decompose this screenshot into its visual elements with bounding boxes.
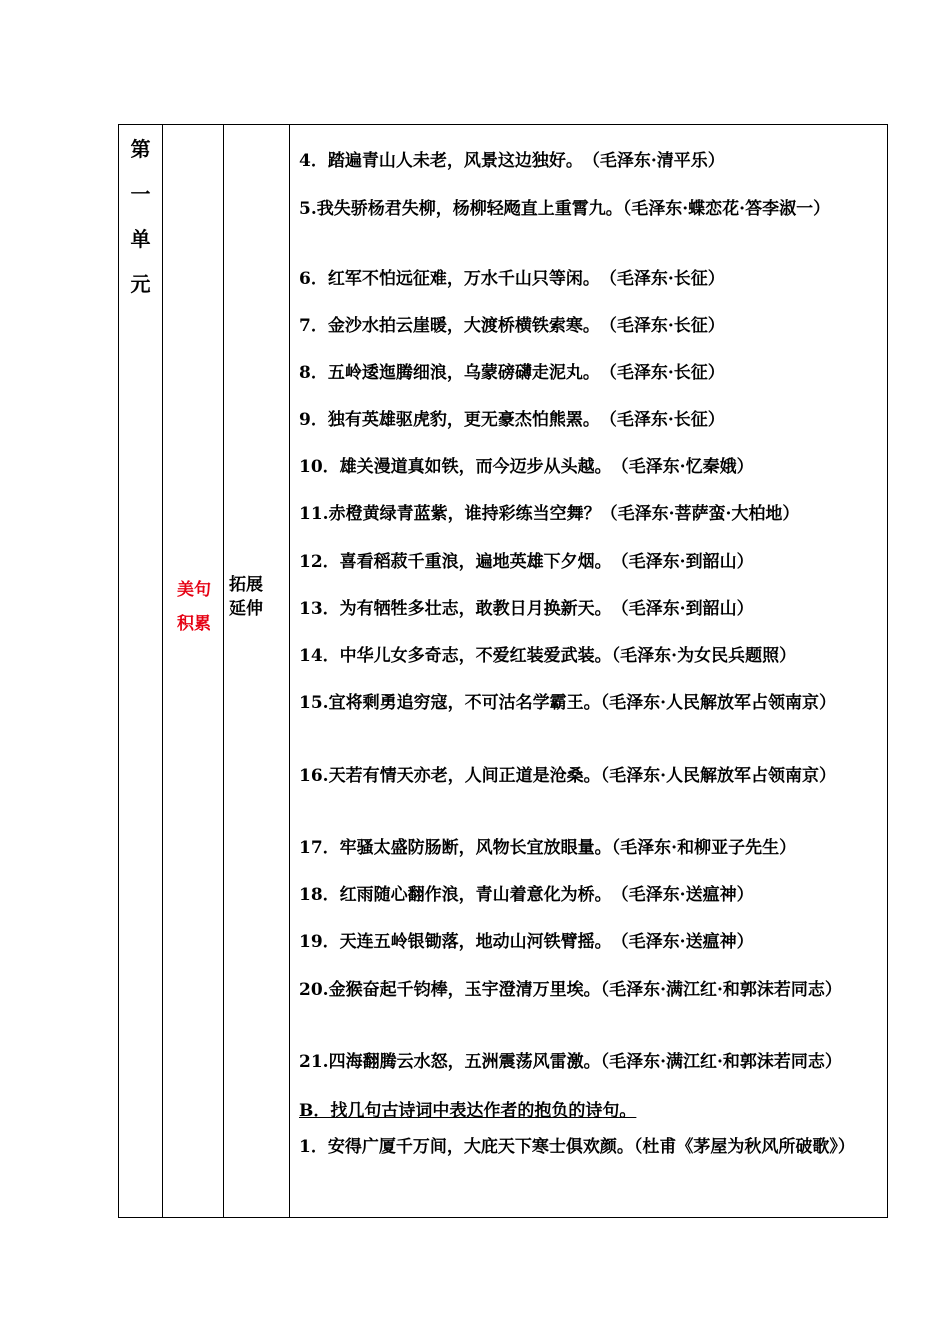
verse-item: 9．独有英雄驱虎豹，更无豪杰怕熊罴。 （毛泽东·长征） [299, 410, 725, 430]
unit-title-char: 元 [130, 272, 151, 296]
column-divider [289, 125, 290, 1217]
subcategory-label-line: 拓展 [229, 575, 263, 595]
verse-item: 11.赤橙黄绿青蓝紫，谁持彩练当空舞？（毛泽东·菩萨蛮·大柏地） [299, 504, 800, 524]
verse-item: 1．安得广厦千万间，大庇天下寒士俱欢颜。（杜甫《茅屋为秋风所破歌》） [299, 1137, 855, 1157]
content-table [118, 124, 888, 1218]
verse-item: 14．中华儿女多奇志，不爱红装爱武装。（毛泽东·为女民兵题照） [299, 646, 797, 666]
column-divider [223, 125, 224, 1217]
verse-item: 15.宜将剩勇追穷寇，不可沽名学霸王。（毛泽东·人民解放军占领南京） [299, 693, 836, 713]
section-b-heading: B．找几句古诗词中表达作者的抱负的诗句。 [299, 1101, 637, 1121]
verse-item: 8．五岭逶迤腾细浪，乌蒙磅礴走泥丸。 （毛泽东·长征） [299, 363, 725, 383]
category-label-line: 积累 [177, 614, 211, 634]
subcategory-label [229, 573, 285, 621]
verse-item: 19．天连五岭银锄落，地动山河铁臂摇。 （毛泽东·送瘟神） [299, 932, 754, 952]
verse-item: 10．雄关漫道真如铁，而今迈步从头越。 （毛泽东·忆秦娥） [299, 457, 754, 477]
verse-item: 5.我失骄杨君失柳，杨柳轻飏直上重霄九。（毛泽东·蝶恋花·答李淑一） [299, 199, 831, 219]
unit-title [119, 127, 162, 307]
verse-item: 21.四海翻腾云水怒，五洲震荡风雷激。（毛泽东·满江红·和郭沫若同志） [299, 1052, 842, 1072]
verse-item: 16.天若有情天亦老，人间正道是沧桑。（毛泽东·人民解放军占领南京） [299, 766, 836, 786]
unit-title-char: 第 [130, 137, 151, 161]
verse-item: 7．金沙水拍云崖暖，大渡桥横铁索寒。 （毛泽东·长征） [299, 316, 725, 336]
category-label-line: 美句 [177, 580, 211, 600]
verse-item: 12．喜看稻菽千重浪，遍地英雄下夕烟。 （毛泽东·到韶山） [299, 552, 754, 572]
unit-title-char: 一 [130, 182, 151, 206]
category-label [166, 573, 222, 641]
verse-item: 20.金猴奋起千钧棒，玉宇澄清万里埃。（毛泽东·满江红·和郭沫若同志） [299, 980, 842, 1000]
verse-item: 6．红军不怕远征难，万水千山只等闲。 （毛泽东·长征） [299, 269, 725, 289]
unit-title-char: 单 [130, 227, 151, 251]
verse-item: 4．踏遍青山人未老，风景这边独好。 （毛泽东·清平乐） [299, 151, 725, 171]
verse-item: 17．牢骚太盛防肠断，风物长宜放眼量。（毛泽东·和柳亚子先生） [299, 838, 797, 858]
verse-item: 13．为有牺牲多壮志，敢教日月换新天。 （毛泽东·到韶山） [299, 599, 754, 619]
subcategory-label-line: 延伸 [229, 599, 263, 619]
column-divider [162, 125, 163, 1217]
verse-item: 18．红雨随心翻作浪，青山着意化为桥。 （毛泽东·送瘟神） [299, 885, 754, 905]
